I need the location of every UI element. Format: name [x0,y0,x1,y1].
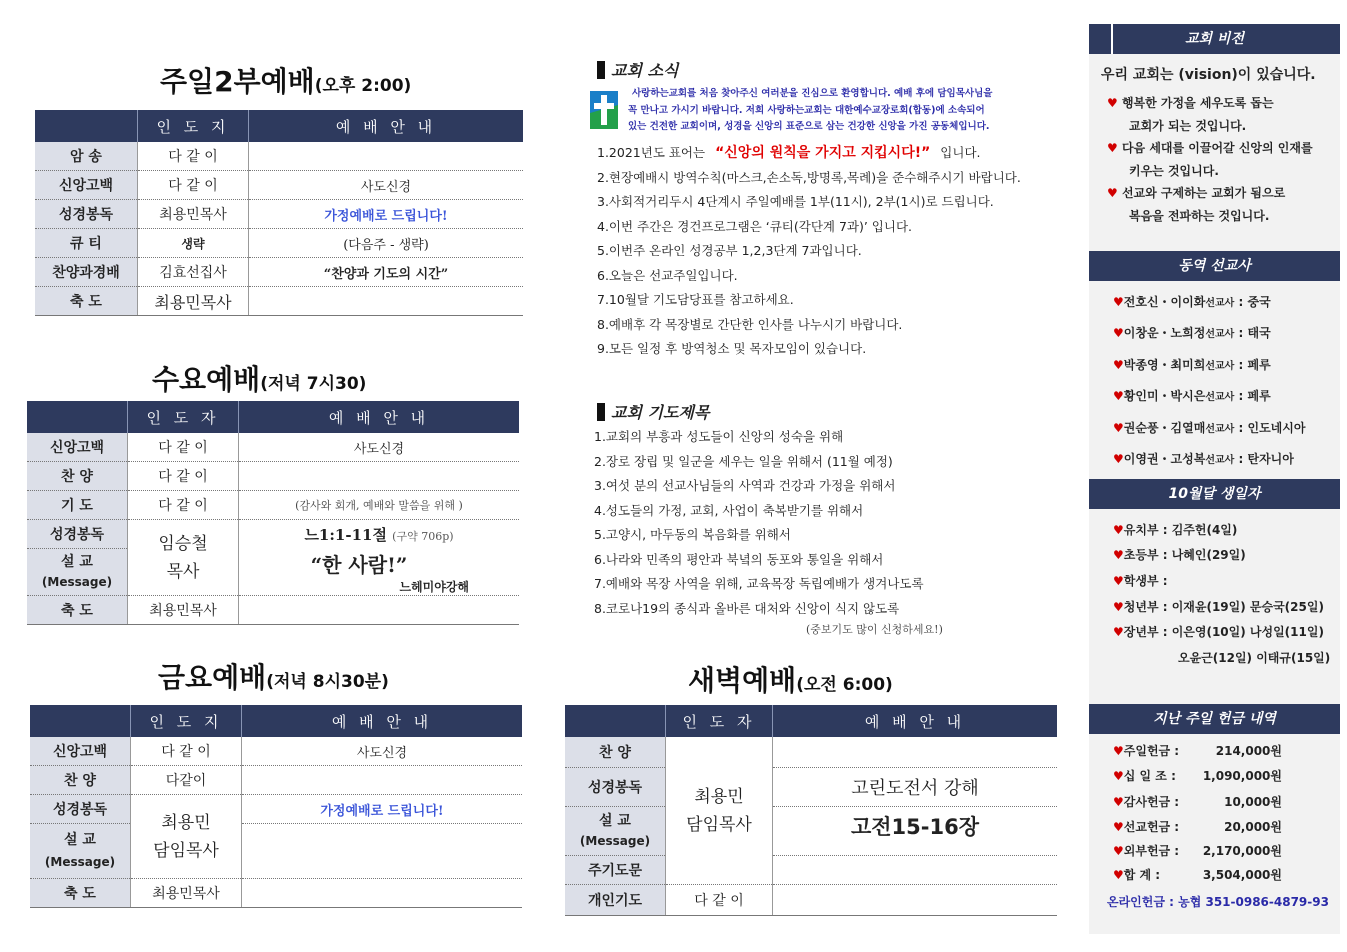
list-item: 8.코로나19의 종식과 올바른 대처와 신앙이 식지 않도록 [594,600,900,616]
offering-amount: 20,000원 [1224,820,1282,834]
table-row [565,768,1057,807]
list-item [1113,521,1237,538]
leader-name: 최용민 [161,812,211,833]
offering-amount: 1,090,000원 [1202,769,1282,783]
friday-time: (저녁 8시30분) [266,672,389,692]
verse-ref: 느1:1-11절 [304,525,387,544]
list-item: 6.나라와 민족의 평안과 북녘의 동포와 통일을 위해서 [594,551,884,567]
row-leader: 다 같 이 [138,142,249,171]
sunday-header-leader: 인 도 지 [138,110,249,142]
vision-item [1107,182,1285,228]
row-leader: 다 같 이 [128,462,239,491]
list-item: 4.이번 주간은 경건프로그램은 ‘큐티(각단계 7과)’ 입니다. [597,218,912,234]
heart-icon: ♥ [1107,96,1118,110]
missionary-country: : 중국 [1238,295,1271,309]
list-item: 5.이번주 온라인 성경공부 1,2,3단계 7과입니다. [597,243,862,258]
verse-note: (구약 706p) [392,529,454,543]
list-item [1113,818,1179,835]
list-item: 3.사회적거리두시 4단계시 주일예배를 1부(11시), 2부(1시)로 드립니다. [597,194,994,209]
birthday-extra: 오윤근(12일) 이태규(15일) [1178,651,1331,665]
sunday-time: (오후 2:00) [314,76,412,96]
birthday-text: 청년부 : 이재윤(19일) 문승국(25일) [1123,600,1324,614]
row-label: 찬 양 [30,766,131,795]
prayer-heading [597,400,709,423]
list-item [1113,598,1324,615]
table-row [27,433,519,462]
missionary-country: : 태국 [1238,326,1271,340]
list-item [1113,546,1246,563]
vision-heading-text: 교회 비전 [1185,31,1244,47]
table-row [565,856,1057,885]
row-leader: 다 같 이 [666,885,773,916]
list-item: 9.모든 일정 후 방역청소 및 목자모임이 있습니다. [597,341,867,356]
row-label-main: 설 교 [599,813,631,829]
heart-icon: ♥ [1113,452,1124,466]
row-info [239,462,520,491]
heart-icon: ♥ [1113,795,1124,809]
list-item [1113,293,1271,310]
heart-icon: ♥ [1107,141,1118,155]
list-item [1113,623,1324,640]
missionary-names: 황인미・박시은 [1123,389,1206,403]
list-item [1113,419,1305,436]
row-info [239,520,520,549]
offering-label: 십 일 조 : [1123,769,1176,783]
prayer-note: (중보기도 많이 신청하세요!) [806,623,943,636]
row-info [773,885,1058,916]
dawn-header-leader: 인 도 자 [666,705,773,737]
offering-amount: 2,170,000원 [1202,844,1282,858]
row-label: 성경봉독 [27,520,128,549]
row-label: 신앙고백 [27,433,128,462]
wednesday-time: (저녁 7시30) [260,374,367,394]
row-label: 신앙고백 [30,737,131,766]
heart-icon: ♥ [1107,186,1118,200]
news-heading [597,58,678,81]
missionary-country: : 탄자니아 [1238,452,1294,466]
row-label [565,807,666,856]
table-row [27,462,519,491]
heart-icon: ♥ [1113,548,1124,562]
row-label: 암 송 [35,142,138,171]
table-row [35,258,523,287]
row-info: 가정예배로 드립니다! [249,200,524,229]
heart-icon: ♥ [1113,523,1124,537]
sunday-table [35,110,523,316]
missionary-suffix: 선교사 [1205,298,1235,309]
vision-line: 키우는 것입니다. [1129,164,1219,178]
right-panel [1089,24,1340,934]
row-leader: 김효선집사 [138,258,249,287]
wednesday-title [152,358,366,398]
row-info: (감사와 회개, 예배와 말씀을 위해 ) [239,491,520,520]
heart-icon: ♥ [1113,868,1124,882]
list-item [1113,767,1176,784]
row-label: 큐 티 [35,229,138,258]
table-row [30,795,522,824]
table-row [30,824,522,879]
row-label-sub: (Message) [44,855,116,869]
table-row [565,885,1057,916]
wednesday-header-blank [27,401,128,433]
missionary-names: 박종영・최미희 [1123,358,1206,372]
table-row [35,229,523,258]
prayer-heading-text: 교회 기도제목 [611,403,710,422]
row-info [242,824,523,879]
sunday-title-text: 주일2부예배 [160,65,315,98]
vision-item [1107,137,1313,183]
wednesday-title-text: 수요예배 [152,363,261,396]
row-info: 사도신경 [249,171,524,200]
row-leader [128,520,239,596]
birthday-text: 학생부 : [1123,574,1168,588]
missionary-names: 전호신・이이화 [1123,295,1206,309]
missionaries-heading: 동역 선교사 [1089,251,1340,281]
row-leader: 최용민목사 [138,287,249,316]
offering-amount: 214,000원 [1215,744,1282,758]
offering-label: 합 계 : [1123,868,1161,882]
table-row [30,879,522,908]
news-item1-pre: 1.2021년도 표어는 [597,145,706,160]
missionary-country: : 페루 [1238,358,1271,372]
sunday-header-blank [35,110,138,142]
list-item: 3.여섯 분의 선교사님들의 사역과 건강과 가정을 위해서 [594,478,896,493]
table-row [565,737,1057,768]
row-label-main: 설 교 [61,554,93,570]
row-info: 고전15-16장 [773,807,1058,856]
friday-header-blank [30,705,131,737]
list-item: 4.성도들의 가정, 교회, 사업이 축복받기를 위해서 [594,502,864,518]
row-leader: 다 같 이 [138,171,249,200]
table-row [27,549,519,596]
welcome-text [628,86,992,136]
offering-amount: 3,504,000원 [1202,868,1282,882]
friday-table [30,705,522,908]
row-label [30,824,131,879]
dawn-table [565,705,1057,916]
vision-line: 선교와 구제하는 교회가 됨으로 [1121,186,1286,200]
offering-heading: 지난 주일 헌금 내역 [1089,704,1340,734]
missionary-country: : 페루 [1238,389,1271,403]
row-info: “찬양과 기도의 시간” [249,258,524,287]
dawn-title [688,659,893,699]
heart-icon: ♥ [1113,769,1124,783]
row-leader [666,737,773,885]
row-leader [131,795,242,879]
list-item [1113,793,1179,810]
missionary-suffix: 선교사 [1205,392,1235,403]
birthday-text: 유치부 : 김주헌(4일) [1123,523,1238,537]
list-item: 6.오늘은 선교주일입니다. [597,267,738,283]
leader-title: 목사 [166,561,200,582]
sunday-title [160,60,411,100]
row-leader: 최용민목사 [138,200,249,229]
table-row [565,807,1057,856]
wednesday-table [27,401,519,625]
dawn-header-blank [565,705,666,737]
row-label-main: 설 교 [64,832,96,848]
table-row [27,520,519,549]
heart-icon: ♥ [1113,574,1124,588]
offering-label: 감사헌금 : [1123,795,1180,809]
table-row [30,766,522,795]
row-label: 찬 양 [565,737,666,768]
motto-text: “신앙의 원칙을 가지고 지킵시다!” [715,145,931,161]
offering-label: 주일헌금 : [1123,744,1180,758]
dawn-title-text: 새벽예배 [688,664,797,697]
heart-icon: ♥ [1113,820,1124,834]
row-info: (다음주 - 생략) [249,229,524,258]
online-offering: 온라인헌금 : 농협 351-0986-4879-93 [1107,895,1329,909]
missionary-country: : 인도네시아 [1238,421,1306,435]
vision-line: 교회가 되는 것입니다. [1129,119,1247,133]
row-info [773,856,1058,885]
row-info [242,766,523,795]
row-info [239,549,520,596]
vision-heading [1089,24,1340,54]
heading-divider [1111,24,1113,54]
list-item [1113,324,1271,341]
missionary-names: 이영권・고성복 [1123,452,1206,466]
vision-line: 다음 세대를 이끌어갈 신앙의 인재를 [1121,141,1313,155]
leader-name: 임승철 [158,533,208,554]
list-item [1113,842,1179,859]
list-item [1113,356,1271,373]
list-item [1113,742,1179,759]
vision-line: 행복한 가정을 세우도록 돕는 [1121,96,1274,110]
row-label: 신앙고백 [35,171,138,200]
sermon-series: 느헤미야강해 [399,579,469,594]
vision-line: 복음을 전파하는 것입니다. [1129,209,1270,223]
row-leader: 다 같 이 [131,737,242,766]
row-label: 축 도 [30,879,131,908]
heading-bar [597,403,605,421]
leader-title: 담임목사 [686,814,752,835]
row-leader: 최용민목사 [128,596,239,625]
table-row [27,596,519,625]
missionary-names: 이창운・노희정 [1123,326,1206,340]
row-label: 찬양과경배 [35,258,138,287]
row-label: 개인기도 [565,885,666,916]
row-label: 찬 양 [27,462,128,491]
table-row [35,200,523,229]
list-item: 7.10월달 기도담당표를 참고하세요. [597,292,794,307]
news-item1-post: 입니다. [940,145,981,160]
heart-icon: ♥ [1113,625,1124,639]
row-label: 성경봉독 [30,795,131,824]
row-info: 고린도전서 강해 [773,768,1058,807]
row-info [239,596,520,625]
welcome-line: 꼭 만나고 가시기 바랍니다. 저희 사랑하는교회는 대한예수교장로회(합동)에 소속되어 [628,104,985,116]
row-label: 성경봉독 [565,768,666,807]
row-leader: 생략 [138,229,249,258]
list-item [597,141,1021,166]
prayer-list [594,425,924,621]
row-info [242,879,523,908]
table-row [30,737,522,766]
missionary-suffix: 선교사 [1205,361,1235,372]
offering-label: 선교헌금 : [1123,820,1180,834]
birthdays-heading: 10월달 생일자 [1089,479,1340,509]
heart-icon: ♥ [1113,744,1124,758]
table-row [35,171,523,200]
missionary-suffix: 선교사 [1205,329,1235,340]
row-info [249,287,524,316]
list-item: 7.예배와 목장 사역을 위해, 교육목장 독립예배가 생겨나도록 [594,576,924,591]
heart-icon: ♥ [1113,358,1124,372]
list-item [1113,387,1271,404]
vision-item [1107,92,1274,138]
vision-intro: 우리 교회는 (vision)이 있습니다. [1101,67,1316,83]
list-item: 5.고양시, 마두동의 복음화를 위해서 [594,527,791,542]
offering-label: 외부헌금 : [1123,844,1180,858]
sermon-title: “한 사람!” [310,552,408,577]
wednesday-header-info: 예 배 안 내 [239,401,520,433]
list-item: 2.현장예배시 방역수칙(마스크,손소독,방명록,목례)을 준수해주시기 바랍니다. [597,169,1021,185]
heading-bar [597,61,605,79]
row-label [27,549,128,596]
heart-icon: ♥ [1113,295,1124,309]
row-info [773,737,1058,768]
news-list [597,141,1021,362]
table-row [35,142,523,171]
heart-icon: ♥ [1113,421,1124,435]
list-item: 1.교회의 부흥과 성도들이 신앙의 성숙을 위해 [594,429,844,444]
heart-icon: ♥ [1113,389,1124,403]
table-row [27,491,519,520]
list-item: 8.예배후 각 목장별로 간단한 인사를 나누시기 바랍니다. [597,316,903,332]
friday-header-leader: 인 도 지 [131,705,242,737]
heart-icon: ♥ [1113,326,1124,340]
missionary-names: 권순풍・김열매 [1123,421,1206,435]
cross-icon [590,91,618,129]
row-info: 사도신경 [242,737,523,766]
friday-title [158,656,389,696]
row-leader: 다 같 이 [128,433,239,462]
dawn-time: (오전 6:00) [796,675,893,695]
offering-amount: 10,000원 [1224,795,1282,809]
row-leader: 다 같 이 [128,491,239,520]
missionary-suffix: 선교사 [1205,424,1235,435]
row-info [249,142,524,171]
list-item [1113,450,1294,467]
welcome-line: 있는 건전한 교회이며, 성경을 신앙의 표준으로 삼는 건강한 신앙을 가진 공동체입니다. [628,121,990,132]
welcome-line: 사랑하는교회를 처음 찾아주신 여러분을 진심으로 환영합니다. 예배 후에 담임목사님을 [632,88,993,99]
row-leader: 최용민목사 [131,879,242,908]
table-row [35,287,523,316]
row-label: 기 도 [27,491,128,520]
heart-icon: ♥ [1113,600,1124,614]
list-item [1113,866,1160,883]
row-label-sub: (Message) [41,575,113,589]
row-label-sub: (Message) [579,834,651,848]
sunday-header-info: 예 배 안 내 [249,110,524,142]
dawn-header-info: 예 배 안 내 [773,705,1058,737]
list-item: 2.장로 장립 및 일군을 세우는 일을 위해서 (11월 예정) [594,453,893,469]
leader-title: 담임목사 [153,840,219,861]
row-leader: 다같이 [131,766,242,795]
news-heading-text: 교회 소식 [611,61,679,80]
missionary-suffix: 선교사 [1205,455,1235,466]
birthday-text: 장년부 : 이은영(10일) 나성일(11일) [1123,625,1324,639]
row-label: 주기도문 [565,856,666,885]
row-info: 사도신경 [239,433,520,462]
friday-title-text: 금요예배 [158,661,267,694]
leader-name: 최용민 [694,786,744,807]
row-label: 성경봉독 [35,200,138,229]
birthday-text: 초등부 : 나혜인(29일) [1123,548,1246,562]
row-label: 축 도 [27,596,128,625]
list-item [1113,572,1168,589]
heart-icon: ♥ [1113,844,1124,858]
friday-header-info: 예 배 안 내 [242,705,523,737]
wednesday-header-leader: 인 도 자 [128,401,239,433]
row-label: 축 도 [35,287,138,316]
row-info: 가정예배로 드립니다! [242,795,523,824]
